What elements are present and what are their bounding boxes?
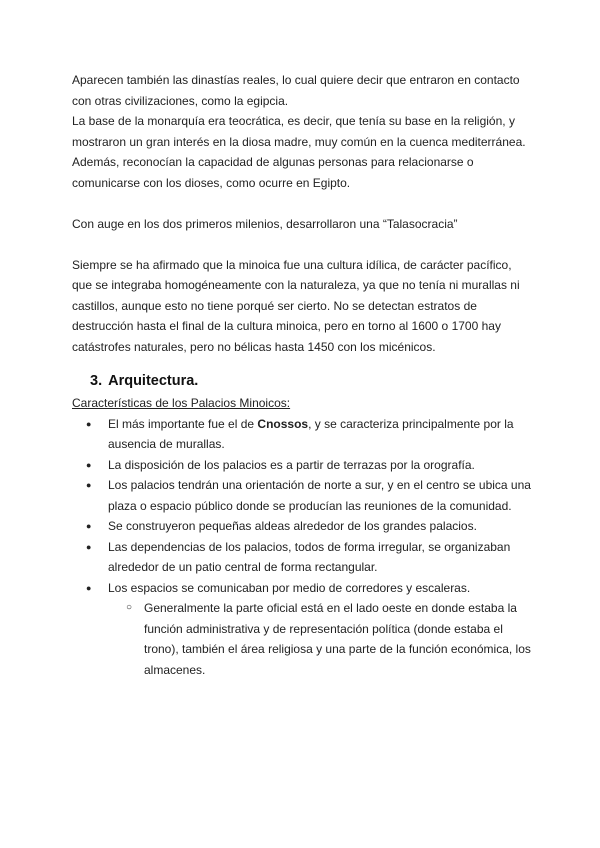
sub-list <box>108 598 534 680</box>
list-item-text: , y se caracteriza principalmente por la ausencia de murallas. <box>108 416 514 451</box>
section-subtitle: Características de los Palacios Minoicos: <box>72 396 291 410</box>
section-title: Arquitectura. <box>108 373 199 389</box>
list-item <box>72 414 534 455</box>
document-page <box>72 70 534 680</box>
section-heading <box>90 371 534 391</box>
paragraph-dynasties: Aparecen también las dinastías reales, lo cual quiere decir que entraron en contacto con otras civilizaciones, como la egipcia. <box>72 73 520 108</box>
list-item: ● Las dependencias de los palacios, todos de forma irregular, se organizaban alrededor de un patio central de forma rectangular. <box>72 537 534 578</box>
sub-list-item: ○ Generalmente la parte oficial está en el lado oeste en donde estaba la función administrativa y de representación política (donde estaba el trono), también el área religiosa y una parte de la función económica, los almacenes. <box>72 598 534 680</box>
list-item: ● Los palacios tendrán una orientación de norte a sur, y en el centro se ubica una plaza o espacio público donde se producían las reuniones de la comunidad. <box>72 475 534 516</box>
list-item-text: Los espacios se comunicaban por medio de corredores y escaleras. <box>108 580 471 595</box>
paragraph-monarchy: La base de la monarquía era teocrática, es decir, que tenía su base en la religión, y mostraron un gran interés en la diosa madre, muy común en la cuenca mediterránea. Además, reconocían la capacidad de algunas personas para relacionarse o comunicarse con los dioses, como ocurre en Egipto. <box>72 114 526 190</box>
list-item-text: El más importante fue el de <box>108 416 258 431</box>
list-item: ● Se construyeron pequeñas aldeas alrededor de los grandes palacios. <box>72 516 534 537</box>
list-item-bold: Cnossos <box>257 416 309 431</box>
list-item <box>72 578 534 681</box>
palace-characteristics-list <box>72 414 534 681</box>
section-number: 3. <box>90 373 103 389</box>
paragraph-minoan-culture: Siempre se ha afirmado que la minoica fue una cultura idílica, de carácter pacífico, que se integraba homogéneamente con la naturaleza, ya que no tenía ni murallas ni castillos, aunque esto no tiene porqué ser cierto. No se detectan estratos de destrucción hasta el final de la cultura minoica, pero en torno al 1600 o 1700 hay catástrofes naturales, pero no bélicas hasta 1450 con los micénicos. <box>72 257 520 354</box>
paragraph-thalassocracy: Con auge en los dos primeros milenios, desarrollaron una “Talasocracia” <box>72 216 458 231</box>
list-item: ● La disposición de los palacios es a partir de terrazas por la orografía. <box>72 455 534 476</box>
